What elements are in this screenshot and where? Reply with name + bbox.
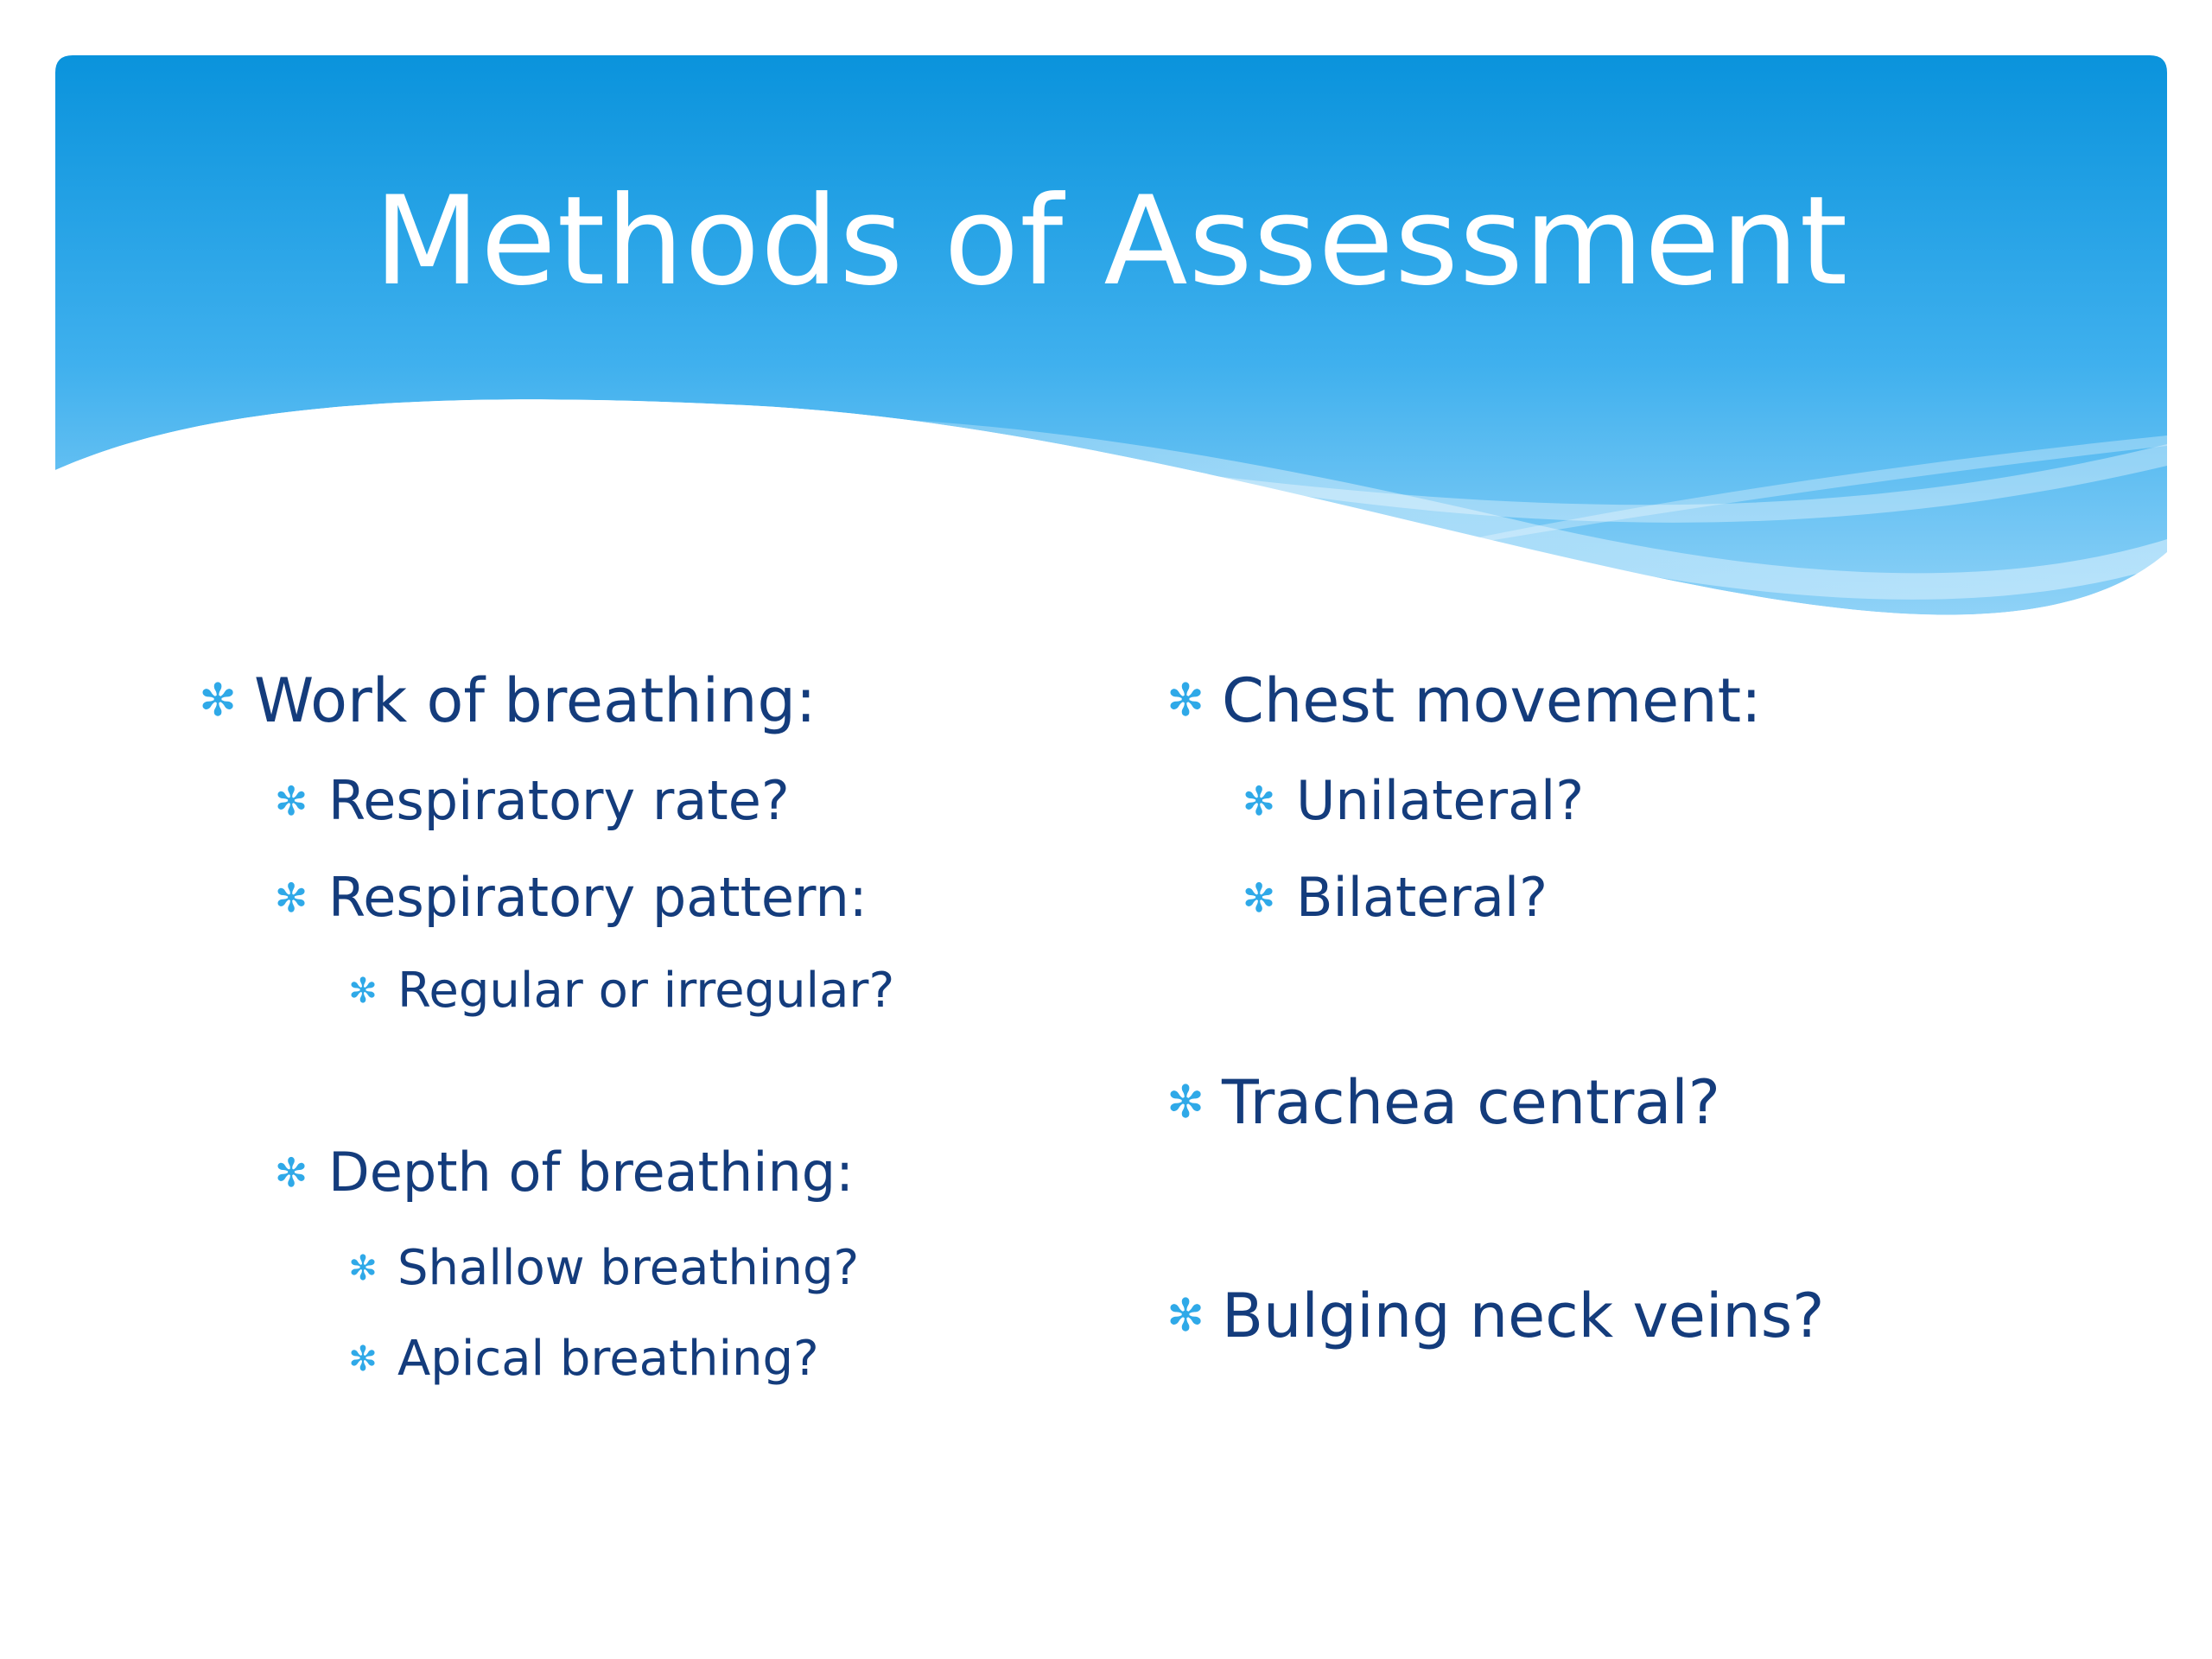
bullet-item [1149, 665, 1762, 736]
bullet-text: Shallow breathing? [397, 1240, 860, 1296]
bullet-text: Unilateral? [1296, 769, 1585, 832]
bullet-star-icon: ✻ [274, 777, 308, 824]
bullet-star-icon: ✻ [348, 1338, 378, 1379]
bullet-text: Respiratory rate? [328, 769, 790, 832]
bullet-item [328, 963, 894, 1019]
bullet-item [254, 866, 868, 929]
bullet-star-icon: ✻ [348, 1248, 378, 1288]
bullet-item [254, 1141, 854, 1204]
title-banner [55, 55, 2167, 652]
bullet-text: Work of breathing: [254, 665, 817, 736]
bullet-item [181, 665, 817, 736]
bullet-star-icon: ✻ [1166, 675, 1205, 727]
bullet-text: Chest movement: [1222, 665, 1762, 736]
bullet-star-icon: ✻ [348, 970, 378, 1011]
wave-banner-graphic [55, 55, 2167, 652]
bullet-star-icon: ✻ [1242, 874, 1276, 921]
bullet-text: Bulging neck veins? [1222, 1281, 1825, 1351]
bullet-item [328, 1240, 859, 1296]
bullet-item [328, 1331, 819, 1387]
bullet-text: Apical breathing? [397, 1331, 819, 1387]
bullet-star-icon: ✻ [1166, 1077, 1205, 1128]
bullet-text: Depth of breathing: [328, 1141, 855, 1204]
bullet-star-icon: ✻ [1242, 777, 1276, 824]
bullet-item [1222, 769, 1584, 832]
bullet-item [1149, 1281, 1824, 1351]
bullet-item [254, 769, 790, 832]
bullet-text: Regular or irregular? [397, 963, 895, 1019]
bullet-star-icon: ✻ [1166, 1290, 1205, 1342]
slide-title: Methods of Assessment [373, 170, 1849, 313]
bullet-star-icon: ✻ [274, 1148, 308, 1196]
bullet-text: Trachea central? [1222, 1067, 1720, 1138]
bullet-item [1222, 866, 1548, 929]
bullet-text: Respiratory pattern: [328, 866, 868, 929]
bullet-star-icon: ✻ [199, 675, 237, 727]
bullet-item [1149, 1067, 1720, 1138]
bullet-star-icon: ✻ [274, 874, 308, 921]
bullet-text: Bilateral? [1296, 866, 1548, 929]
